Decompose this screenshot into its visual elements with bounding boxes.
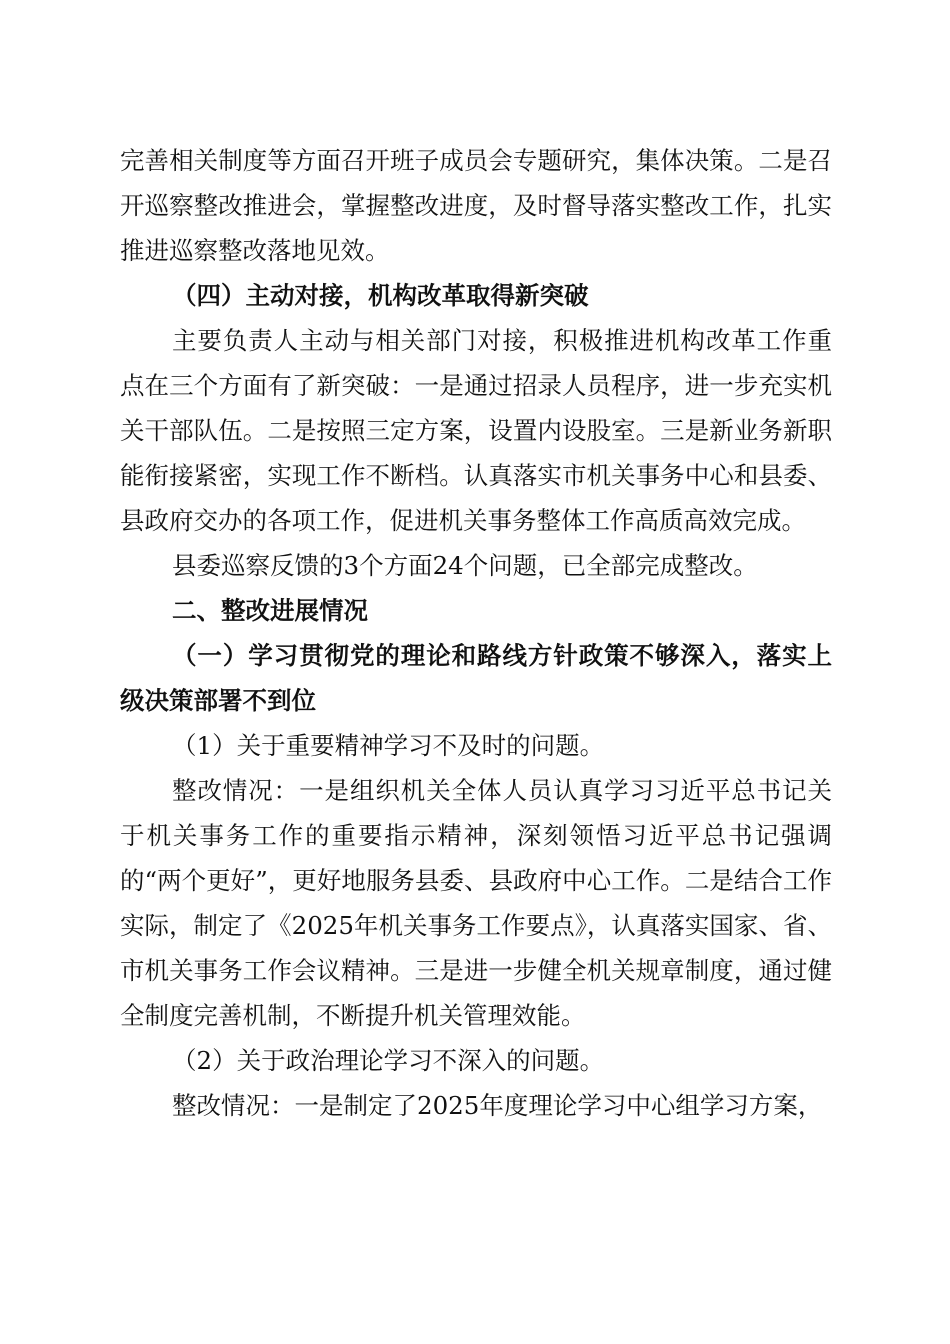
issue-item-2: （2）关于政治理论学习不深入的问题。 — [172, 1046, 605, 1075]
rectification-paragraph-2: 整改情况：一是制定了2025年度理论学习中心组学习方案， — [172, 1091, 823, 1120]
paragraph-continuation: 完善相关制度等方面召开班子成员会专题研究，集体决策。二是召开巡察整改推进会，掌握整改进度，及时督导落实整改工作，扎实推进巡察整改落地见效。 — [120, 146, 832, 265]
issue-item-1: （1）关于重要精神学习不及时的问题。 — [172, 731, 605, 760]
chapter-heading-2: 二、整改进展情况 — [172, 596, 368, 625]
section-heading-1: （一）学习贯彻党的理论和路线方针政策不够深入，落实上级决策部署不到位 — [120, 641, 832, 715]
document-body — [120, 138, 832, 1128]
rectification-paragraph-1: 整改情况：一是组织机关全体人员认真学习习近平总书记关于机关事务工作的重要指示精神，深刻领悟习近平总书记强调的“两个更好”，更好地服务县委、县政府中心工作。二是结合工作实际，制定了《2025年机关事务工作要点》，认真落实国家、省、市机关事务工作会议精神。三是进一步健全机关规章制度，通过健全制度完善机制，不断提升机关管理效能。 — [120, 776, 832, 1030]
section-heading-4: （四）主动对接，机构改革取得新突破 — [172, 281, 589, 310]
paragraph-inspection-summary: 县委巡察反馈的3个方面24个问题，已全部完成整改。 — [172, 551, 758, 580]
paragraph-institutional-reform: 主要负责人主动与相关部门对接，积极推进机构改革工作重点在三个方面有了新突破：一是通过招录人员程序，进一步充实机关干部队伍。二是按照三定方案，设置内设股室。三是新业务新职能衔接紧密，实现工作不断档。认真落实市机关事务中心和县委、县政府交办的各项工作，促进机关事务整体工作高质高效完成。 — [120, 326, 832, 535]
